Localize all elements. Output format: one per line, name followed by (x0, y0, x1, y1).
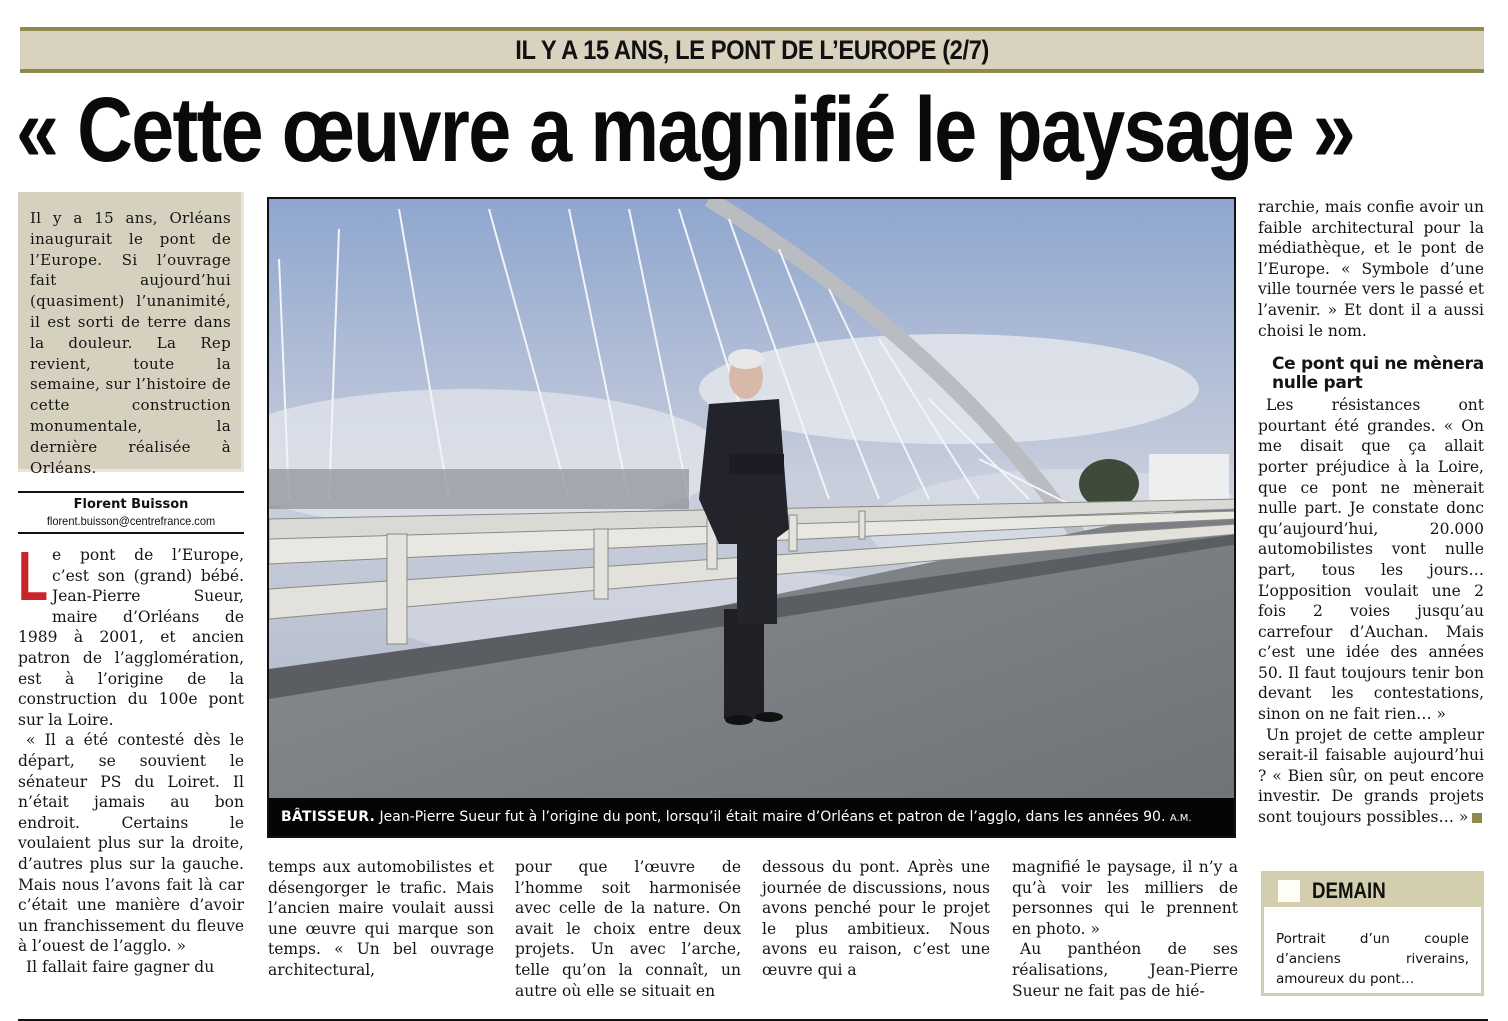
article-column-3 (515, 857, 741, 1001)
paragraph: e pont de l’Europe, c’est son (grand) bébé. Jean-Pierre Sueur, maire d’Orléans de 1989 à 2001, et ancien patron de l’agglomération, est à l’origine de la construction du 100e pont sur la Loire. (18, 546, 244, 729)
demain-text: Portrait d’un couple d’anciens riverains, amoureux du pont… (1276, 931, 1469, 987)
paragraph-text: Un projet de cette ampleur serait-il faisable aujourd’hui ? « Bien sûr, on peut encore investir. De grands projets sont toujours possibles… » (1258, 725, 1484, 827)
paragraph: pour que l’œuvre de l’homme soit harmonisée avec celle de la nature. On avait le choix entre deux projets. Un avec l’arche, telle qu’on la connaît, un autre où elle se situait en (515, 858, 741, 1000)
paragraph: dessous du pont. Après une journée de discussions, nous avons penché pour le projet le plus ambitieux. Nous avons eu raison, c’est une œuvre qui a (762, 858, 990, 979)
kicker-band (20, 27, 1484, 73)
article-column-2 (268, 857, 494, 981)
paragraph: Les résistances ont pourtant été grandes. « On me disait que ça allait porter préjudice à la Loire, que ce pont ne mènerait nulle part. Je constate donc qu’aujourd’hui, 20.000 automobilistes vont nulle part, tous les jours… L’opposition voulait une 2 fois 2 voies jusqu’au carrefour d’Auchan. Mais c’est une idée des années 50. Il faut toujours tenir bon devant les contestations, sinon on ne fait rien… » (1258, 396, 1484, 724)
drop-cap: L (18, 537, 48, 615)
article-column-6 (1258, 197, 1484, 828)
article-column-5 (1012, 857, 1238, 1001)
paragraph: « Il a été contesté dès le départ, se souvient le sénateur PS du Loiret. Il n’était jamais au bon endroit. Certains le voulaient plus sur la droite, d’autres plus sur la gauche. Mais nous l’avons fait là car c’était une manière d’avoir un franchissement du fleuve à l’ouest de l’agglo. » (18, 731, 244, 956)
headline-text: « Cette œuvre a magnifié le paysage » (16, 79, 1355, 181)
paragraph: rarchie, mais confie avoir un faible architectural pour la médiathèque, et le pont de l’Europe. « Symbole d’une ville tournée vers le passé et l’avenir. » Et dont il a aussi choisi le nom. (1258, 198, 1484, 340)
square-icon (1278, 880, 1300, 902)
paragraph-last (1258, 725, 1484, 828)
end-of-article-square-icon (1472, 813, 1482, 823)
demain-box (1261, 871, 1484, 996)
caption-lead: BÂTISSEUR. (281, 809, 376, 825)
author-email[interactable]: florent.buisson@centrefrance.com (46, 514, 216, 528)
photo-illustration (269, 199, 1236, 838)
subheading: Ce pont qui ne mènera nulle part (1272, 354, 1484, 394)
headline (16, 78, 1496, 183)
caption-text: Jean-Pierre Sueur fut à l’origine du pont, lorsqu’il était maire d’Orléans et patron de l’agglo, dans les années 90. (375, 809, 1170, 825)
paragraph: Il fallait faire gagner du (26, 957, 215, 976)
photo-caption (269, 798, 1234, 836)
chapo-text: Il y a 15 ans, Orléans inaugurait le pont de l’Europe. Si l’ouvrage fait aujourd’hui (quasiment) l’unanimité, il est sorti de terre dans la douleur. La Rep revient, toute la semaine, sur l’histoire de cette construction monumentale, la dernière réalisée à Orléans. (30, 209, 231, 477)
paragraph: Au panthéon de ses réalisations, Jean-Pierre Sueur ne fait pas de hié- (1012, 940, 1238, 1000)
author-name: Florent Buisson (73, 497, 189, 512)
bridge-photo (267, 197, 1236, 838)
photo-credit: A.M. (1169, 813, 1192, 824)
demain-header (1264, 874, 1481, 907)
demain-title: DEMAIN (1312, 877, 1386, 903)
kicker-text: IL Y A 15 ANS, LE PONT DE L’EUROPE (2/7) (515, 34, 989, 65)
byline (18, 491, 244, 534)
paragraph: magnifié le paysage, il n’y a qu’à voir les milliers de personnes qui le prennent en photo. » (1012, 858, 1238, 938)
chapo-box (18, 192, 244, 477)
article-column-1 (18, 537, 244, 977)
paragraph: temps aux automobilistes et désengorger le trafic. Mais l’ancien maire voulait aussi une œuvre qui marque son temps. « Un bel ouvrage architectural, (268, 858, 494, 979)
article-column-4 (762, 857, 990, 981)
